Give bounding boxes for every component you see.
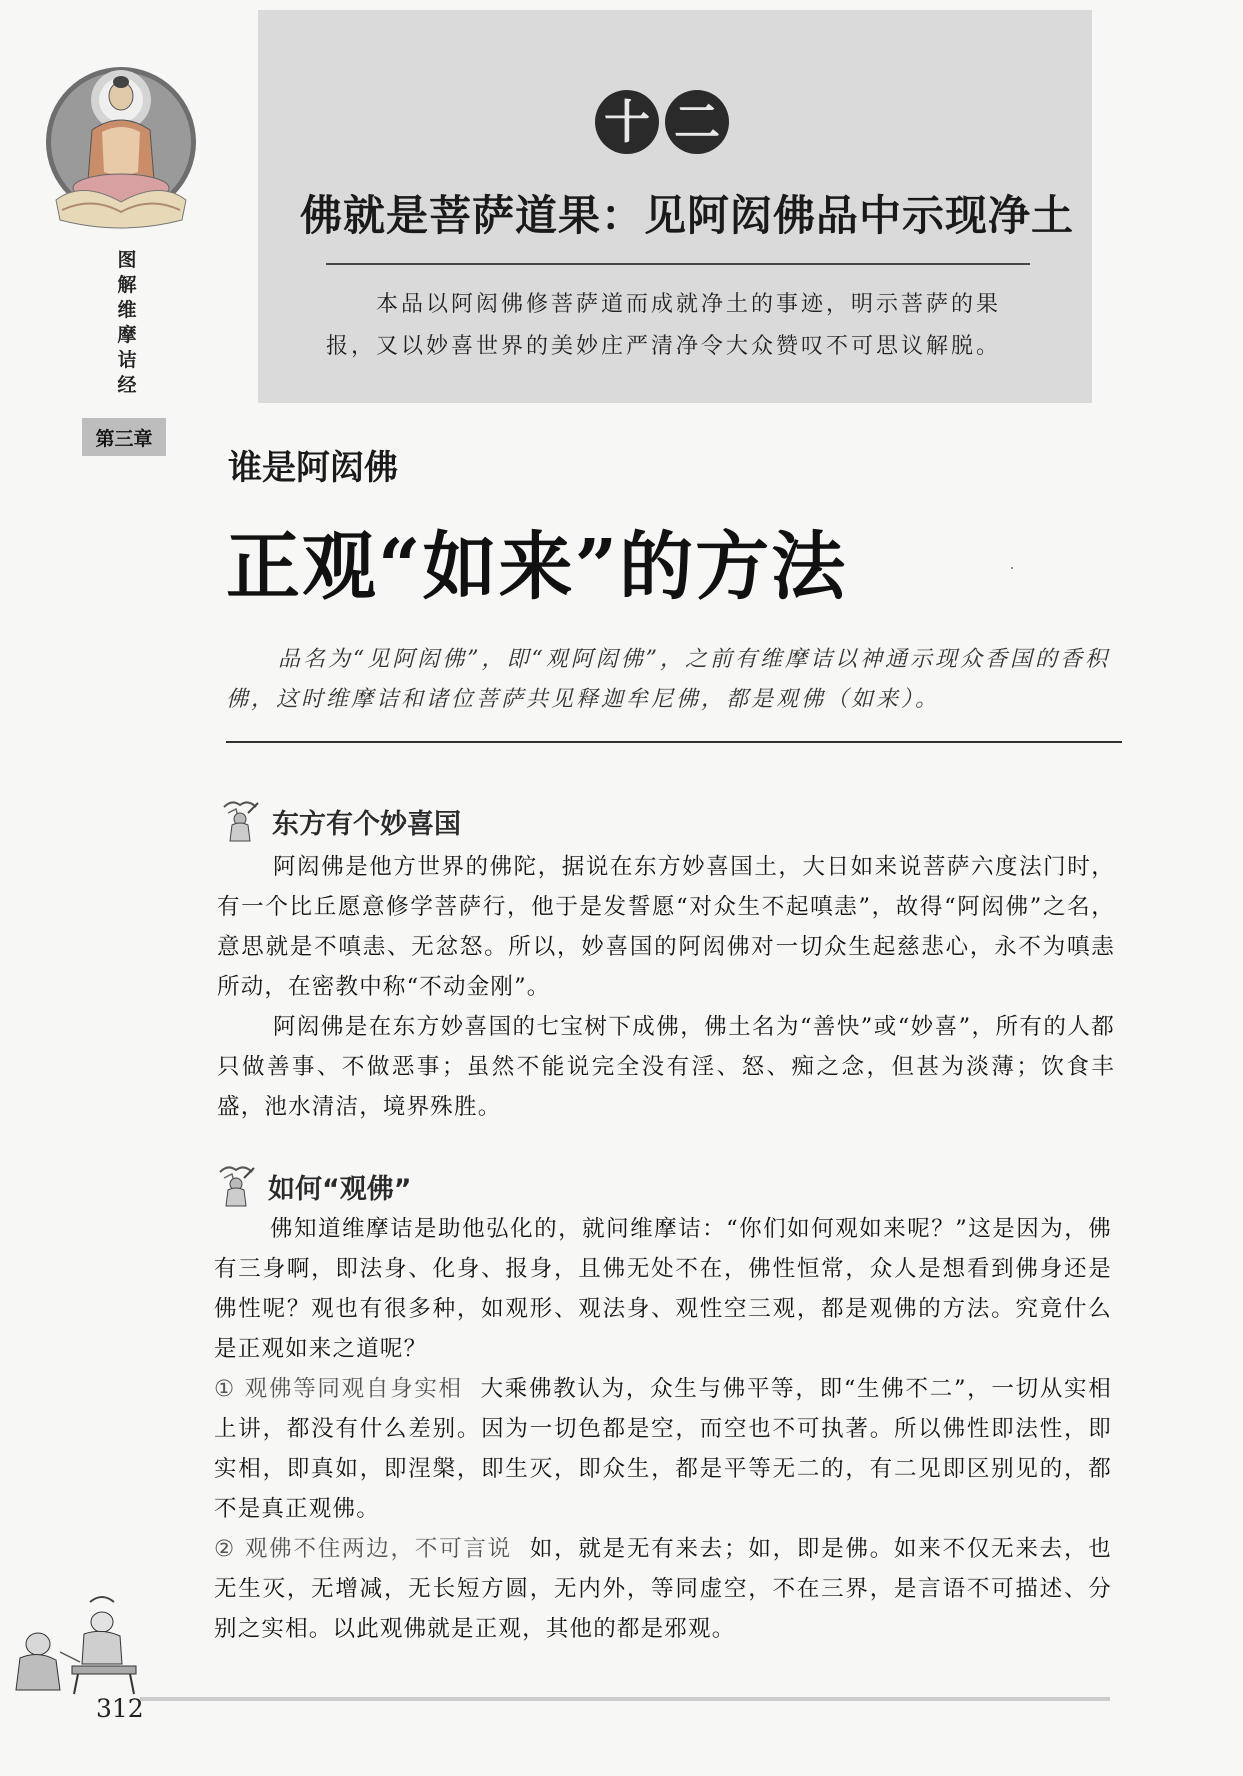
list-item — [214, 1529, 1112, 1649]
sec1-heading-text: 东方有个妙喜国 — [272, 808, 461, 840]
section-subheading: 谁是阿闳佛 — [228, 448, 398, 488]
book-title-char: 维 — [117, 299, 137, 321]
title-divider — [326, 263, 1030, 265]
book-title-char: 解 — [117, 274, 137, 296]
chapter-title: 佛就是菩萨道果：见阿闳佛品中示现净土 — [300, 191, 1075, 240]
item-text: 如，就是无有来去；如，即是佛。如来不仅无来去，也无生灭，无增减，无长短方圆，无内外，等同虚空，不在三界，是言语不可描述、分别之实相。以此观佛就是正观，其他的都是邪观。 — [214, 1536, 1112, 1642]
print-speck — [1011, 567, 1013, 569]
page-number: 312 — [96, 1694, 144, 1723]
book-title-char: 诘 — [117, 349, 137, 371]
chapter-number-char: 二 — [665, 90, 729, 154]
footer-rule — [140, 1697, 1110, 1701]
book-title-vertical — [114, 248, 140, 398]
sec1-body — [217, 847, 1115, 1127]
list-item — [214, 1369, 1112, 1529]
sec2-heading — [214, 1162, 412, 1210]
chapter-number — [595, 90, 735, 156]
buddha-illustration — [42, 60, 200, 240]
lead-divider — [226, 741, 1122, 743]
item-term: ① 观佛等同观自身实相 — [214, 1376, 463, 1402]
sec2-heading-text: 如何“观佛” — [268, 1173, 412, 1205]
item-term: ② 观佛不住两边，不可言说 — [214, 1536, 512, 1562]
paragraph: 阿闳佛是在东方妙喜国的七宝树下成佛，佛土名为“善快”或“妙喜”，所有的人都只做善事、不做恶事；虽然不能说完全没有淫、怒、痴之念，但甚为淡薄；饮食丰盛，池水清洁，境界殊胜。 — [217, 1014, 1115, 1120]
book-title-char: 摩 — [117, 324, 137, 346]
section-lead: 品名为“见阿闳佛”，即“观阿闳佛”，之前有维摩诘以神通示现众香国的香积佛，这时维摩诘和诸位菩萨共见释迦牟尼佛，都是观佛（如来）。 — [226, 647, 1110, 712]
chapter-intro: 本品以阿闳佛修菩萨道而成就净土的事迹，明示菩萨的果报，又以妙喜世界的美妙庄严清净令大众赞叹不可思议解脱。 — [326, 292, 1002, 359]
section-heading: 正观“如来”的方法 — [226, 524, 848, 610]
chapter-tab: 第三章 — [82, 418, 166, 456]
book-title-char: 经 — [117, 374, 137, 396]
paragraph: 阿闳佛是他方世界的佛陀，据说在东方妙喜国土，大日如来说菩萨六度法门时，有一个比丘愿意修学菩萨行，他于是发誓愿“对众生不起嗔恚”，故得“阿闳佛”之名，意思就是不嗔恚、无忿怒。所以，妙喜国的阿闳佛对一切众生起慈悲心，永不为嗔恚所动，在密教中称“不动金刚”。 — [217, 854, 1115, 1000]
monk-icon — [214, 1162, 258, 1210]
chapter-number-char: 十 — [595, 90, 659, 154]
book-title-char: 图 — [117, 249, 137, 271]
item-text: 大乘佛教认为，众生与佛平等，即“生佛不二”，一切从实相上讲，都没有什么差别。因为一切色都是空，而空也不可执著。所以佛性即法性，即实相，即真如，即涅槃，即生灭，即众生，都是平等无二的，有二见即区别见的，都不是真正观佛。 — [214, 1376, 1112, 1522]
sec2-body — [214, 1209, 1112, 1649]
paragraph: 佛知道维摩诘是助他弘化的，就问维摩诘：“你们如何观如来呢？”这是因为，佛有三身啊，即法身、化身、报身，且佛无处不在，佛性恒常，众人是想看到佛身还是佛性呢？观也有很多种，如观形、观法身、观性空三观，都是观佛的方法。究竟什么是正观如来之道呢？ — [214, 1216, 1112, 1362]
sec1-heading — [218, 797, 461, 845]
monk-icon — [218, 797, 262, 845]
monks-illustration — [10, 1592, 148, 1700]
